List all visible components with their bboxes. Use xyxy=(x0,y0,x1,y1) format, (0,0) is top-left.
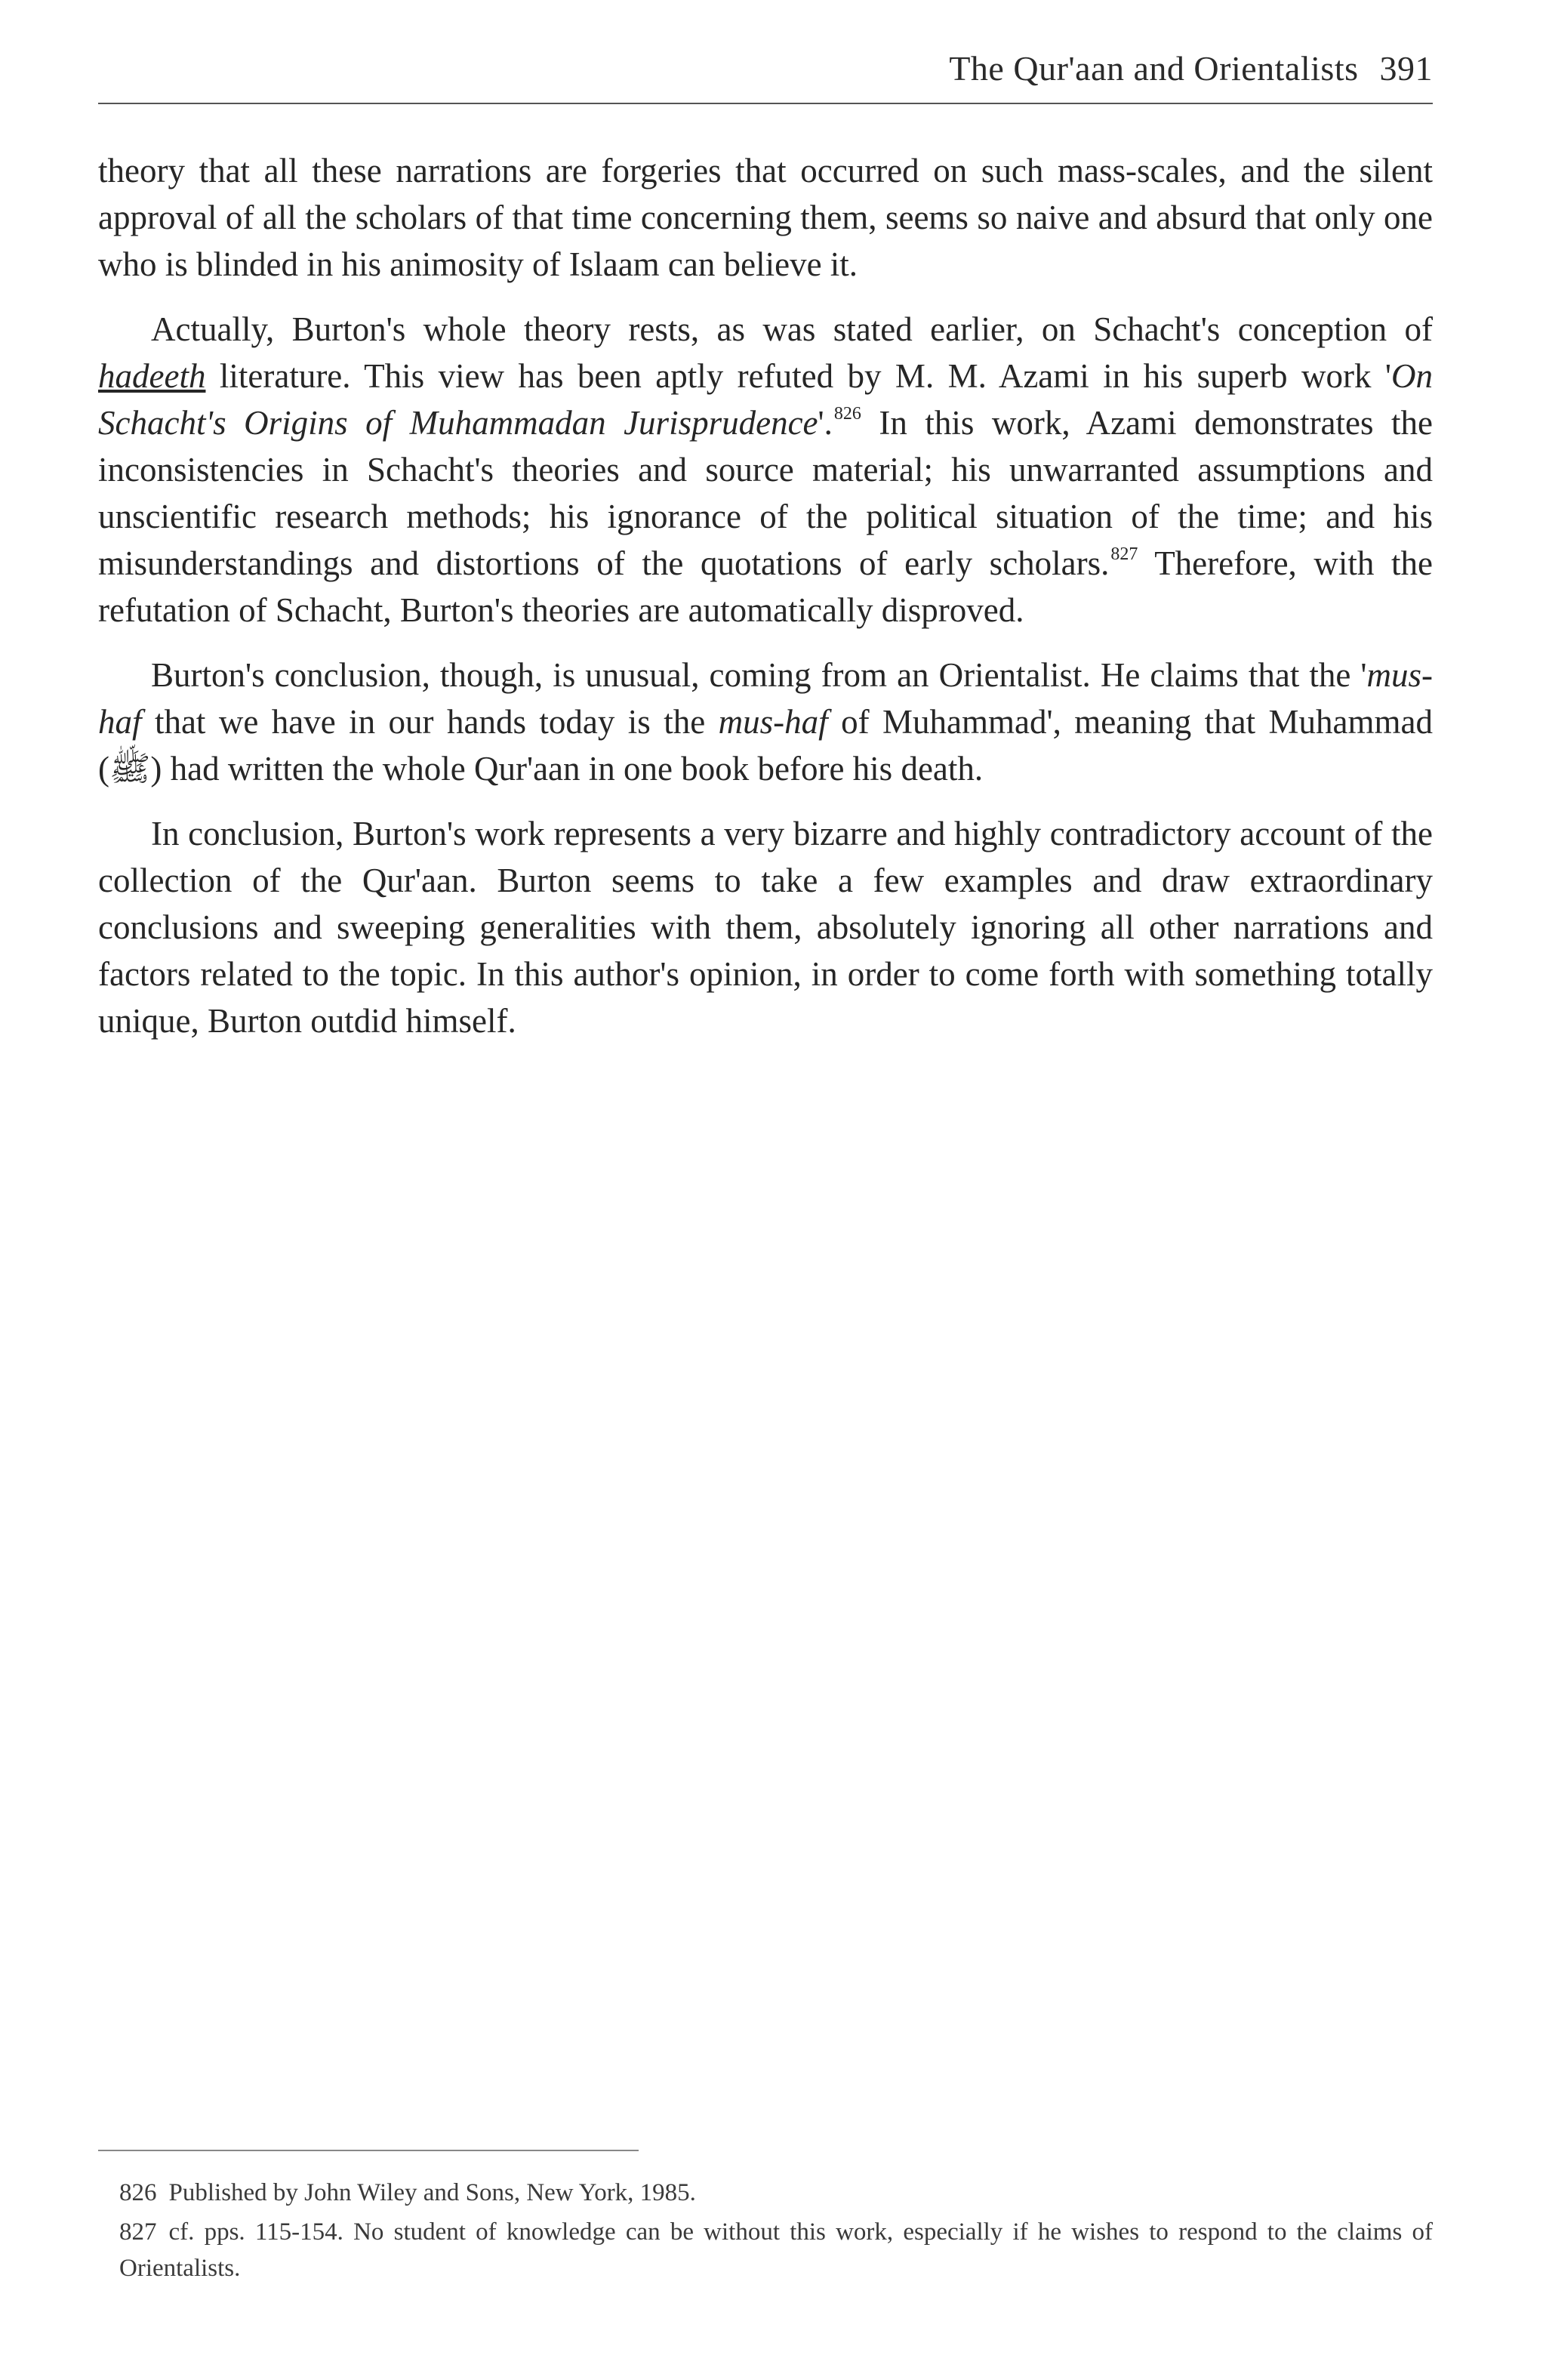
paragraph-2-text-1: Actually, Burton's whole theory rests, as was stated earlier, on Schacht's conception of xyxy=(151,310,1433,348)
paragraph-3-text-3: of Muhammad', meaning that Muhammad ( xyxy=(98,703,1434,788)
body-text xyxy=(98,147,1433,1062)
honorific-glyph: ﷺ xyxy=(109,750,151,788)
footnote-text: cf. pps. 115-154. No student of knowledge can be without this work, especially if he wishes to respond to the claims of Orientalists. xyxy=(119,2218,1433,2282)
book-title: On Schacht's Origins of Muhammadan Jurisprudence xyxy=(98,357,1433,442)
running-head xyxy=(949,48,1433,88)
term-mus-haf-1: mus-haf xyxy=(98,656,1433,741)
paragraph-3-text-4: ) had written the whole Qur'aan in one book before his death. xyxy=(150,750,984,788)
term-mus-haf-2: mus-haf xyxy=(718,703,828,741)
footnote-rule xyxy=(98,2150,639,2151)
footnote-ref-826[interactable]: 826 xyxy=(833,404,861,424)
page-number: 391 xyxy=(1379,49,1433,88)
paragraph-2-text-5: Therefore, with the refutation of Schacht, Burton's theories are automatically disproved. xyxy=(98,544,1433,629)
header-rule xyxy=(98,103,1433,104)
paragraph-3 xyxy=(98,652,1433,792)
running-head-title: The Qur'aan and Orientalists xyxy=(949,49,1359,88)
paragraph-2-text-4: In this work, Azami demonstrates the inconsistencies in Schacht's theories and source material; his unwarranted assumptions and unscientific research methods; his ignorance of the political situation of the time; and his misunderstandings and distortions of the quotations of early scholars. xyxy=(98,404,1433,582)
paragraph-1: theory that all these narrations are forgeries that occurred on such mass-scales, and the silent approval of all the scholars of that time concerning them, seems so naive and absurd that only one who is blinded in his animosity of Islaam can believe it. xyxy=(98,152,1433,283)
term-hadeeth: hadeeth xyxy=(98,357,206,395)
paragraph-2-text-3: '. xyxy=(818,404,833,442)
footnote-text: Published by John Wiley and Sons, New York, 1985. xyxy=(168,2179,696,2206)
footnote-827 xyxy=(119,2214,1433,2286)
footnote-number: 827 xyxy=(119,2218,157,2246)
footnotes xyxy=(119,2175,1433,2289)
paragraph-2 xyxy=(98,306,1433,634)
footnote-ref-827[interactable]: 827 xyxy=(1110,544,1138,564)
paragraph-2-text-2: literature. This view has been aptly refuted by M. M. Azami in his superb work ' xyxy=(205,357,1391,395)
paragraph-3-text-2: that we have in our hands today is the xyxy=(141,703,719,741)
paragraph-4: In conclusion, Burton's work represents a very bizarre and highly contradictory account of the collection of the Qur'aan. Burton seems to take a few examples and draw extraordinary conclusions and sweeping generalities with them, absolutely ignoring all other narrations and factors related to the topic. In this author's opinion, in order to come forth with something totally unique, Burton outdid himself. xyxy=(98,815,1433,1040)
footnote-826 xyxy=(119,2175,1433,2211)
paragraph-3-text-1: Burton's conclusion, though, is unusual, coming from an Orientalist. He claims that the ' xyxy=(151,656,1367,694)
footnote-number: 826 xyxy=(119,2179,157,2206)
